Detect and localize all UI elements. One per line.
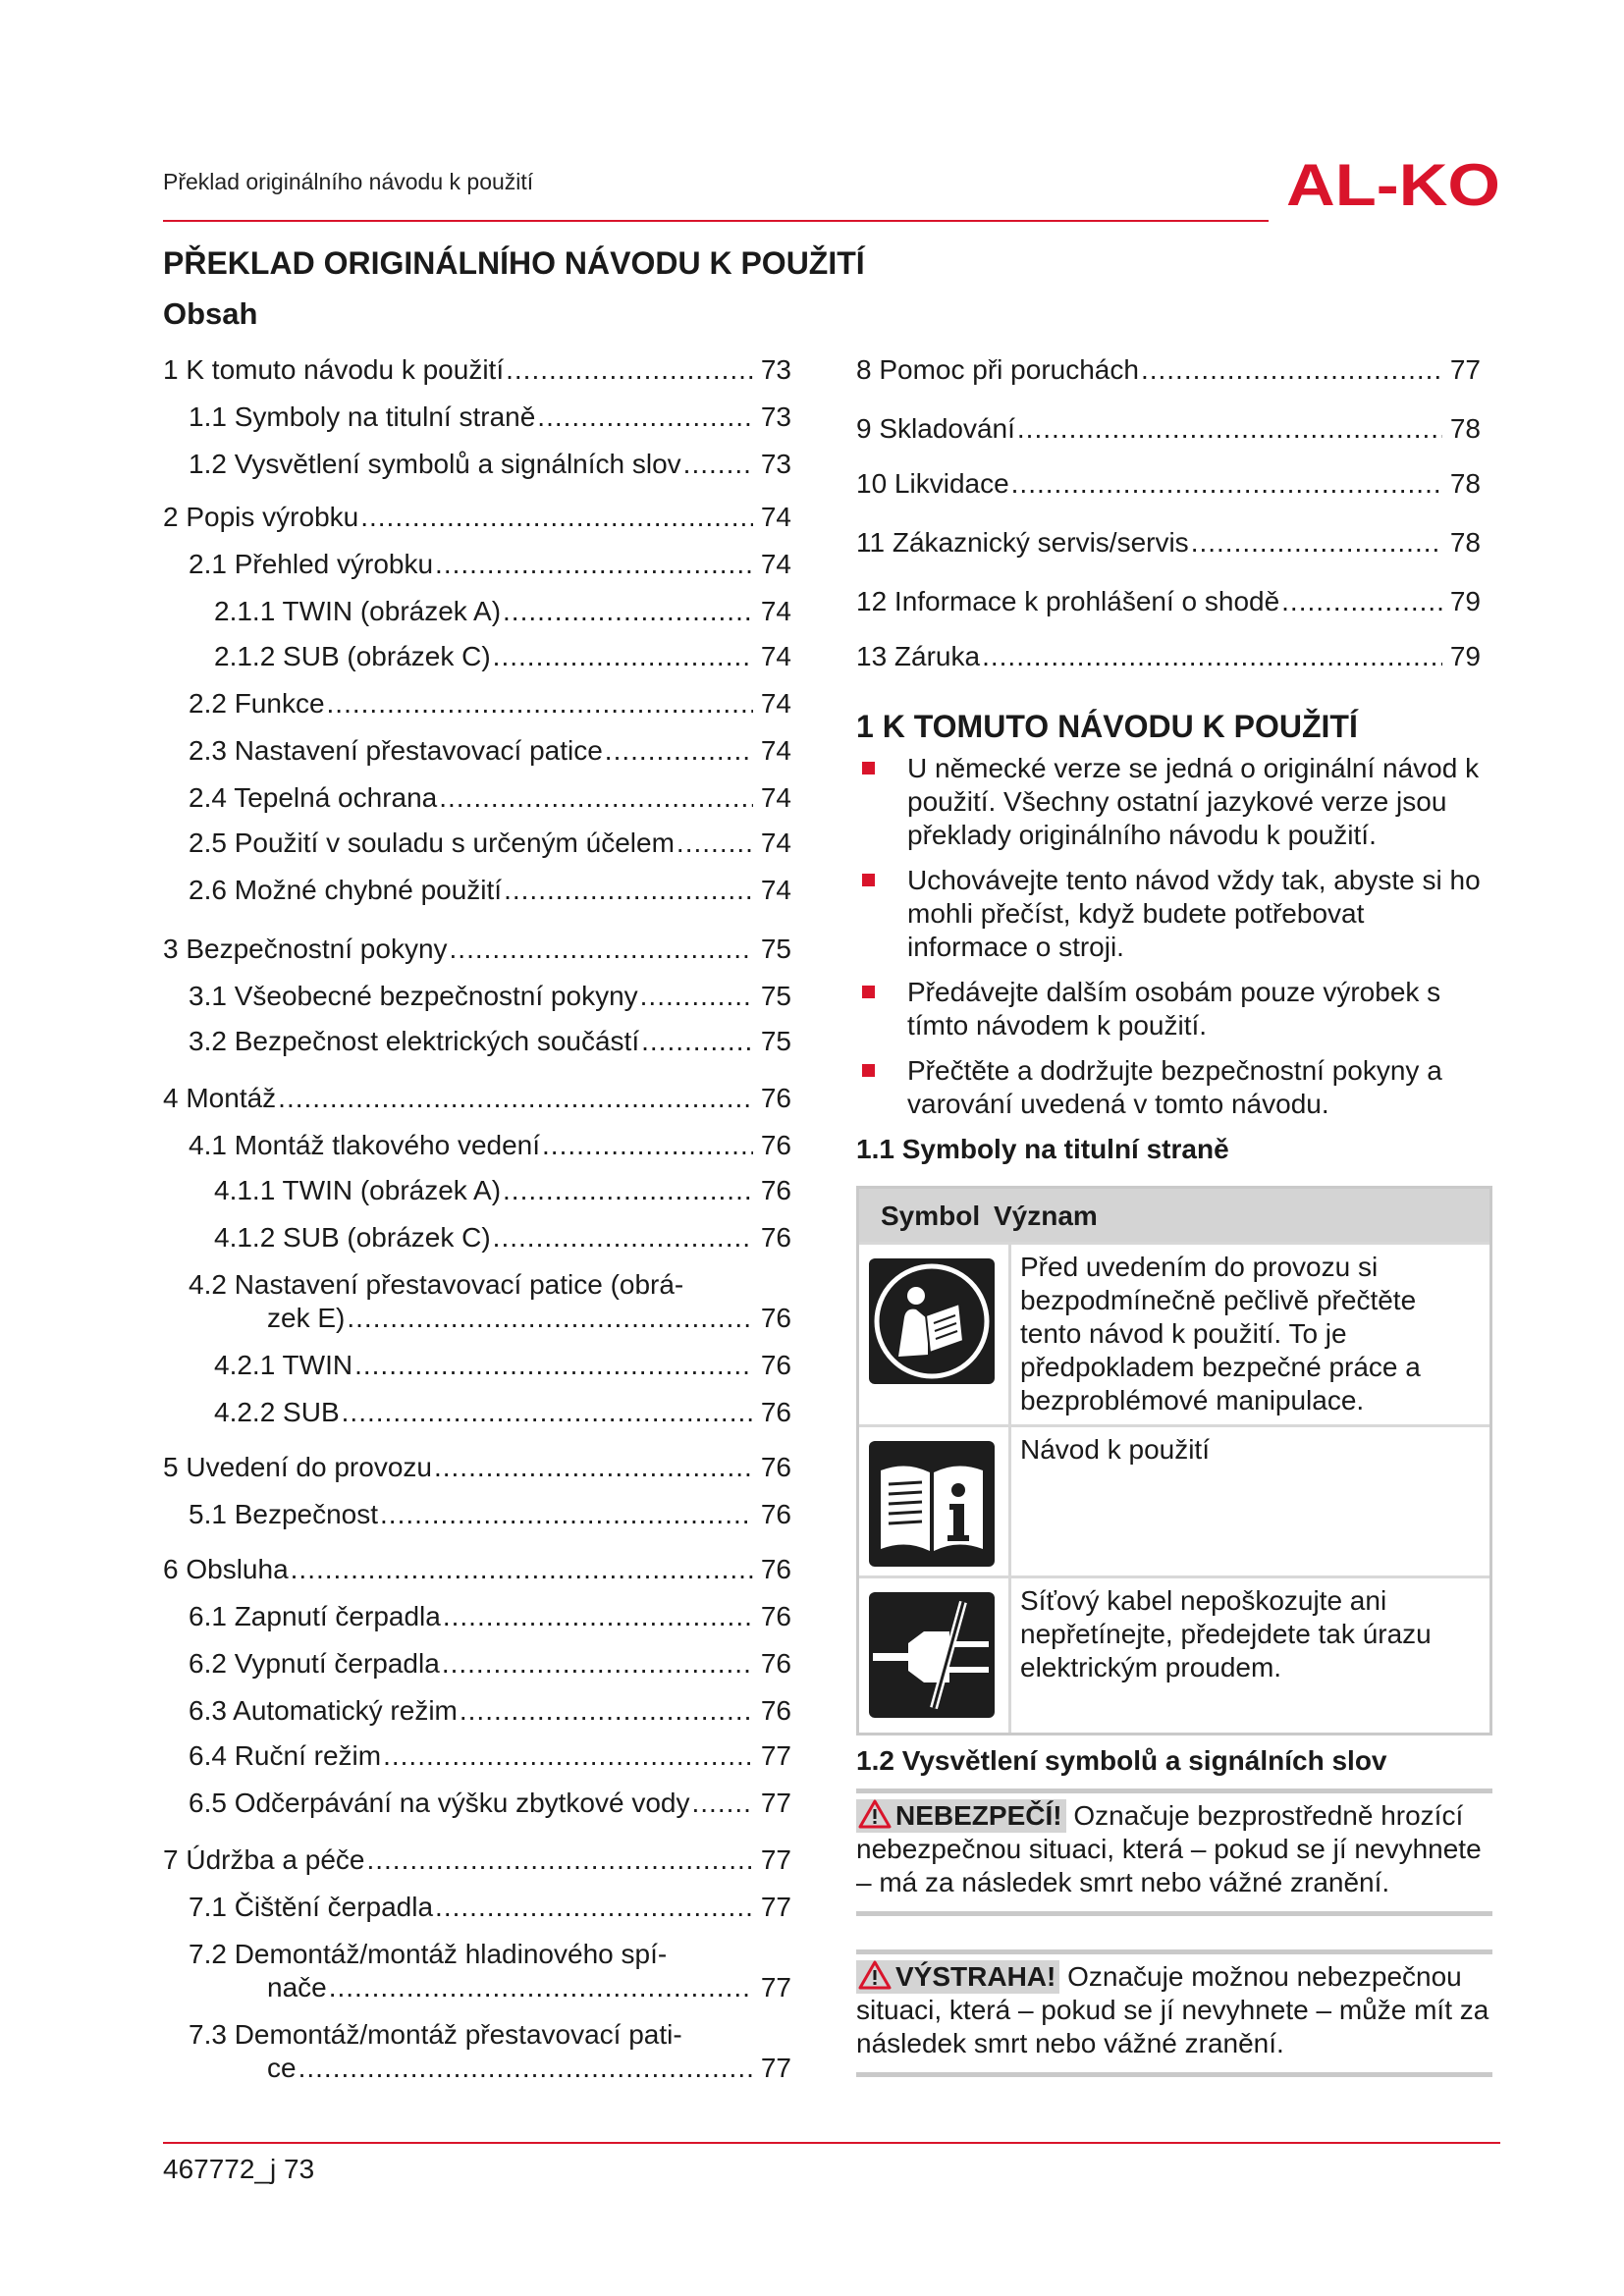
symbol-description: Návod k použití: [1020, 1434, 1210, 1465]
toc-entry[interactable]: [189, 1694, 791, 1728]
alko-logo: [1286, 157, 1500, 212]
toc-entry-text: 5.1 Bezpečnost: [189, 1499, 379, 1529]
bullet-square-icon: [862, 1064, 875, 1077]
toc-entry-text: 3 Bezpečnostní pokyny: [163, 934, 448, 964]
toc-page-number: 76: [760, 1695, 791, 1726]
toc-page-number: 76: [760, 1554, 791, 1584]
toc-page-number: 78: [1449, 413, 1481, 444]
toc-entry-text: 8 Pomoc při poruchách: [856, 354, 1139, 385]
toc-entry-text: 7.1 Čištění čerpadla: [189, 1892, 434, 1922]
toc-page-number: 78: [1449, 527, 1481, 558]
toc-entry-text: 1.1 Symboly na titulní straně: [189, 401, 536, 432]
toc-page-number: 76: [760, 1083, 791, 1113]
toc-entry-text: 6.5 Odčerpávání na výšku zbytkové vody: [189, 1788, 690, 1818]
col-meaning-header: Význam: [994, 1201, 1098, 1231]
cable-plug-icon: [869, 1592, 995, 1718]
warning-text: Označuje možnou nebezpečnou situaci, která – pokud se jí nevyhnete – může mít za následek smrt nebo vážné zranění.: [856, 1961, 1489, 2058]
toc-entry[interactable]: [189, 687, 791, 721]
toc-page-number: 77: [760, 2053, 791, 2083]
symbol-description: Síťový kabel nepoškozujte ani nepřetínejte, předejdete tak úrazu elektrickým proudem.: [1020, 1585, 1432, 1682]
table-row: [859, 1424, 1489, 1578]
logo-text: AL-KO: [1286, 157, 1500, 212]
toc-entry[interactable]: [163, 1843, 791, 1877]
toc-entry-text: 11 Zákaznický servis/servis: [856, 527, 1189, 558]
toc-entry-text: 2.1.1 TWIN (obrázek A): [214, 596, 502, 626]
toc-entry-text: 3.2 Bezpečnost elektrických součástí: [189, 1026, 640, 1056]
toc-entry[interactable]: [856, 585, 1481, 618]
danger-text: Označuje bezprostředně hrozící nebezpečnou situaci, která – pokud se jí nevyhnete – má za následek smrt nebo vážné zranění.: [856, 1800, 1482, 1897]
toc-entry[interactable]: [214, 1174, 791, 1207]
toc-entry-text: 6.2 Vypnutí čerpadla: [189, 1648, 440, 1679]
toc-entry-text: 2.1 Přehled výrobku: [189, 549, 434, 579]
warning-triangle-icon: [858, 1799, 892, 1829]
section-1-1-heading: 1.1 Symboly na titulní straně: [856, 1134, 1229, 1164]
list-item: Přečtěte a dodržujte bezpečnostní pokyny a varování uvedená v tomto návodu.: [856, 1054, 1485, 1121]
toc-page-number: 76: [760, 1499, 791, 1529]
toc-page-number: 76: [760, 1601, 791, 1631]
toc-entry[interactable]: [214, 1221, 791, 1255]
toc-page-number: 77: [760, 1788, 791, 1818]
toc-page-number: 74: [760, 828, 791, 858]
section-1-2-heading: 1.2 Vysvětlení symbolů a signálních slov: [856, 1745, 1387, 1776]
toc-entry-text: 2.4 Tepelná ochrana: [189, 782, 438, 813]
toc-page-number: 74: [760, 688, 791, 719]
toc-entry[interactable]: [189, 1129, 791, 1162]
toc-entry[interactable]: [189, 1498, 791, 1531]
toc-page-number: 76: [760, 1175, 791, 1205]
toc-entry-text: 6.3 Automatický režim: [189, 1695, 458, 1726]
toc-entry[interactable]: [189, 1647, 791, 1681]
header-rule: [163, 220, 1269, 222]
toc-entry[interactable]: [163, 1553, 791, 1586]
toc-page-number: 77: [760, 1844, 791, 1875]
toc-entry[interactable]: [214, 1349, 791, 1382]
toc-page-number: 77: [760, 1740, 791, 1771]
toc-entry-continuation: nače: [267, 1972, 327, 2002]
toc-entry-text: 13 Záruka: [856, 641, 981, 671]
toc-entry[interactable]: [189, 448, 791, 481]
toc-entry-text: 2.1.2 SUB (obrázek C): [214, 641, 491, 671]
toc-entry[interactable]: [189, 2018, 791, 2085]
toc-page-number: 74: [760, 735, 791, 766]
toc-page-number: 75: [760, 981, 791, 1011]
toc-page-number: 74: [760, 875, 791, 905]
toc-entry-text: 9 Skladování: [856, 413, 1015, 444]
toc-page-number: 76: [760, 1397, 791, 1427]
signal-danger: [856, 1789, 1492, 1916]
toc-entry[interactable]: [189, 781, 791, 815]
footer-doc-ref: 467772_j 73: [163, 2154, 315, 2184]
toc-entry-text: 2.5 Použití v souladu s určeným účelem: [189, 828, 675, 858]
toc-entry[interactable]: [856, 526, 1481, 560]
toc-entry[interactable]: [189, 548, 791, 581]
read-manual-icon: [869, 1258, 995, 1384]
toc-entry-text: 7.3 Demontáž/montáž přestavovací pati-: [189, 2019, 682, 2050]
toc-entry[interactable]: [163, 353, 791, 387]
toc-page-number: 73: [760, 401, 791, 432]
toc-page-number: 74: [760, 782, 791, 813]
list-item: Předávejte dalším osobám pouze výrobek s tímto návodem k použití.: [856, 976, 1485, 1042]
toc-entry-continuation: ce: [267, 2053, 297, 2083]
toc-entry-text: 4.2.1 TWIN: [214, 1350, 353, 1380]
toc-entry-text: 6.4 Ruční režim: [189, 1740, 382, 1771]
footer-rule: [163, 2142, 1500, 2144]
toc-page-number: 76: [760, 1648, 791, 1679]
toc-entry-text: 6.1 Zapnutí čerpadla: [189, 1601, 441, 1631]
toc-entry[interactable]: [189, 1739, 791, 1773]
toc-entry[interactable]: [189, 1268, 791, 1335]
toc-page-number: 77: [760, 1972, 791, 2002]
toc-entry-text: 2.3 Nastavení přestavovací patice: [189, 735, 603, 766]
toc-entry[interactable]: [189, 874, 791, 907]
toc-entry-text: 7.2 Demontáž/montáž hladinového spí-: [189, 1939, 668, 1969]
toc-entry[interactable]: [189, 980, 791, 1013]
document-title: PŘEKLAD ORIGINÁLNÍHO NÁVODU K POUŽITÍ: [163, 245, 865, 281]
toc-right-column: [856, 353, 1481, 707]
warning-triangle-icon: [858, 1960, 892, 1990]
toc-entry[interactable]: [189, 734, 791, 768]
toc-entry-text: 1 K tomuto návodu k použití: [163, 354, 505, 385]
toc-entry[interactable]: [214, 640, 791, 673]
toc-entry[interactable]: [856, 467, 1481, 501]
toc-entry-text: 1.2 Vysvětlení symbolů a signálních slov: [189, 449, 681, 479]
toc-entry[interactable]: [189, 1938, 791, 2004]
toc-entry-text: 4.2.2 SUB: [214, 1397, 340, 1427]
toc-entry[interactable]: [163, 933, 791, 966]
toc-page-number: 73: [760, 354, 791, 385]
toc-left-column: [163, 353, 791, 2101]
danger-keyword: NEBEZPEČÍ!: [856, 1799, 1066, 1833]
toc-entry[interactable]: [856, 640, 1481, 673]
toc-page-number: 77: [760, 1892, 791, 1922]
toc-entry[interactable]: [189, 1787, 791, 1820]
toc-page-number: 76: [760, 1303, 791, 1333]
toc-entry[interactable]: [214, 595, 791, 628]
manual-info-icon: [869, 1441, 995, 1567]
symbol-description: Před uvedením do provozu si bezpodmínečně pečlivě přečtěte tento návod k použití. To je předpokladem bezpečné práce a bezproblémové manipulace.: [1020, 1252, 1421, 1415]
toc-page-number: 74: [760, 502, 791, 532]
toc-page-number: 74: [760, 641, 791, 671]
toc-page-number: 76: [760, 1350, 791, 1380]
bullet-square-icon: [862, 874, 875, 886]
toc-page-number: 77: [1449, 354, 1481, 385]
toc-entry[interactable]: [189, 400, 791, 434]
toc-entry[interactable]: [189, 1025, 791, 1058]
toc-entry-text: 10 Likvidace: [856, 468, 1009, 499]
toc-page-number: 75: [760, 934, 791, 964]
toc-entry[interactable]: [856, 353, 1481, 387]
toc-entry-text: 4.1 Montáž tlakového vedení: [189, 1130, 541, 1160]
symbol-table: [856, 1186, 1492, 1735]
toc-page-number: 76: [760, 1130, 791, 1160]
toc-page-number: 78: [1449, 468, 1481, 499]
toc-entry-text: 4 Montáž: [163, 1083, 277, 1113]
list-item: Uchovávejte tento návod vždy tak, abyste si ho mohli přečíst, když budete potřebovat informace o stroji.: [856, 864, 1485, 964]
toc-page-number: 76: [760, 1452, 791, 1482]
toc-entry[interactable]: [189, 1600, 791, 1633]
toc-entry[interactable]: [163, 1082, 791, 1115]
symbol-table-header: [859, 1189, 1489, 1242]
toc-entry[interactable]: [163, 1451, 791, 1484]
toc-entry-text: 4.1.1 TWIN (obrázek A): [214, 1175, 502, 1205]
toc-page-number: 75: [760, 1026, 791, 1056]
running-header: Překlad originálního návodu k použití: [163, 169, 534, 194]
toc-entry-text: 7 Údržba a péče: [163, 1844, 365, 1875]
toc-entry[interactable]: [189, 827, 791, 860]
col-symbol-header: Symbol: [881, 1201, 981, 1231]
toc-page-number: 79: [1449, 586, 1481, 616]
table-row: [859, 1575, 1489, 1735]
toc-entry[interactable]: [189, 1891, 791, 1924]
bullet-square-icon: [862, 986, 875, 998]
toc-page-number: 79: [1449, 641, 1481, 671]
toc-entry-text: 3.1 Všeobecné bezpečnostní pokyny: [189, 981, 638, 1011]
toc-page-number: 74: [760, 549, 791, 579]
section-1-bullets: [856, 752, 1485, 1133]
signal-warning: [856, 1949, 1492, 2077]
toc-heading: Obsah: [163, 296, 258, 331]
toc-entry-text: 4.2 Nastavení přestavovací patice (obrá-: [189, 1269, 684, 1300]
warning-keyword: VÝSTRAHA!: [856, 1960, 1059, 1994]
toc-entry-text: 4.1.2 SUB (obrázek C): [214, 1222, 491, 1253]
toc-entry[interactable]: [856, 412, 1481, 446]
toc-page-number: 73: [760, 449, 791, 479]
section-1-heading: 1 K TOMUTO NÁVODU K POUŽITÍ: [856, 709, 1358, 744]
toc-entry-continuation: zek E): [267, 1303, 346, 1333]
toc-page-number: 76: [760, 1222, 791, 1253]
toc-entry-text: 2 Popis výrobku: [163, 502, 359, 532]
toc-entry-text: 2.6 Možné chybné použití: [189, 875, 503, 905]
list-item: U německé verze se jedná o originální návod k použití. Všechny ostatní jazykové verze jsou překlady originálního návodu k použití.: [856, 752, 1485, 852]
toc-entry-text: 5 Uvedení do provozu: [163, 1452, 432, 1482]
toc-entry-text: 12 Informace k prohlášení o shodě: [856, 586, 1280, 616]
toc-entry[interactable]: [214, 1396, 791, 1429]
toc-entry[interactable]: [163, 501, 791, 534]
toc-page-number: 74: [760, 596, 791, 626]
toc-entry-text: 6 Obsluha: [163, 1554, 289, 1584]
toc-entry-text: 2.2 Funkce: [189, 688, 325, 719]
table-row: [859, 1242, 1489, 1427]
bullet-square-icon: [862, 762, 875, 774]
